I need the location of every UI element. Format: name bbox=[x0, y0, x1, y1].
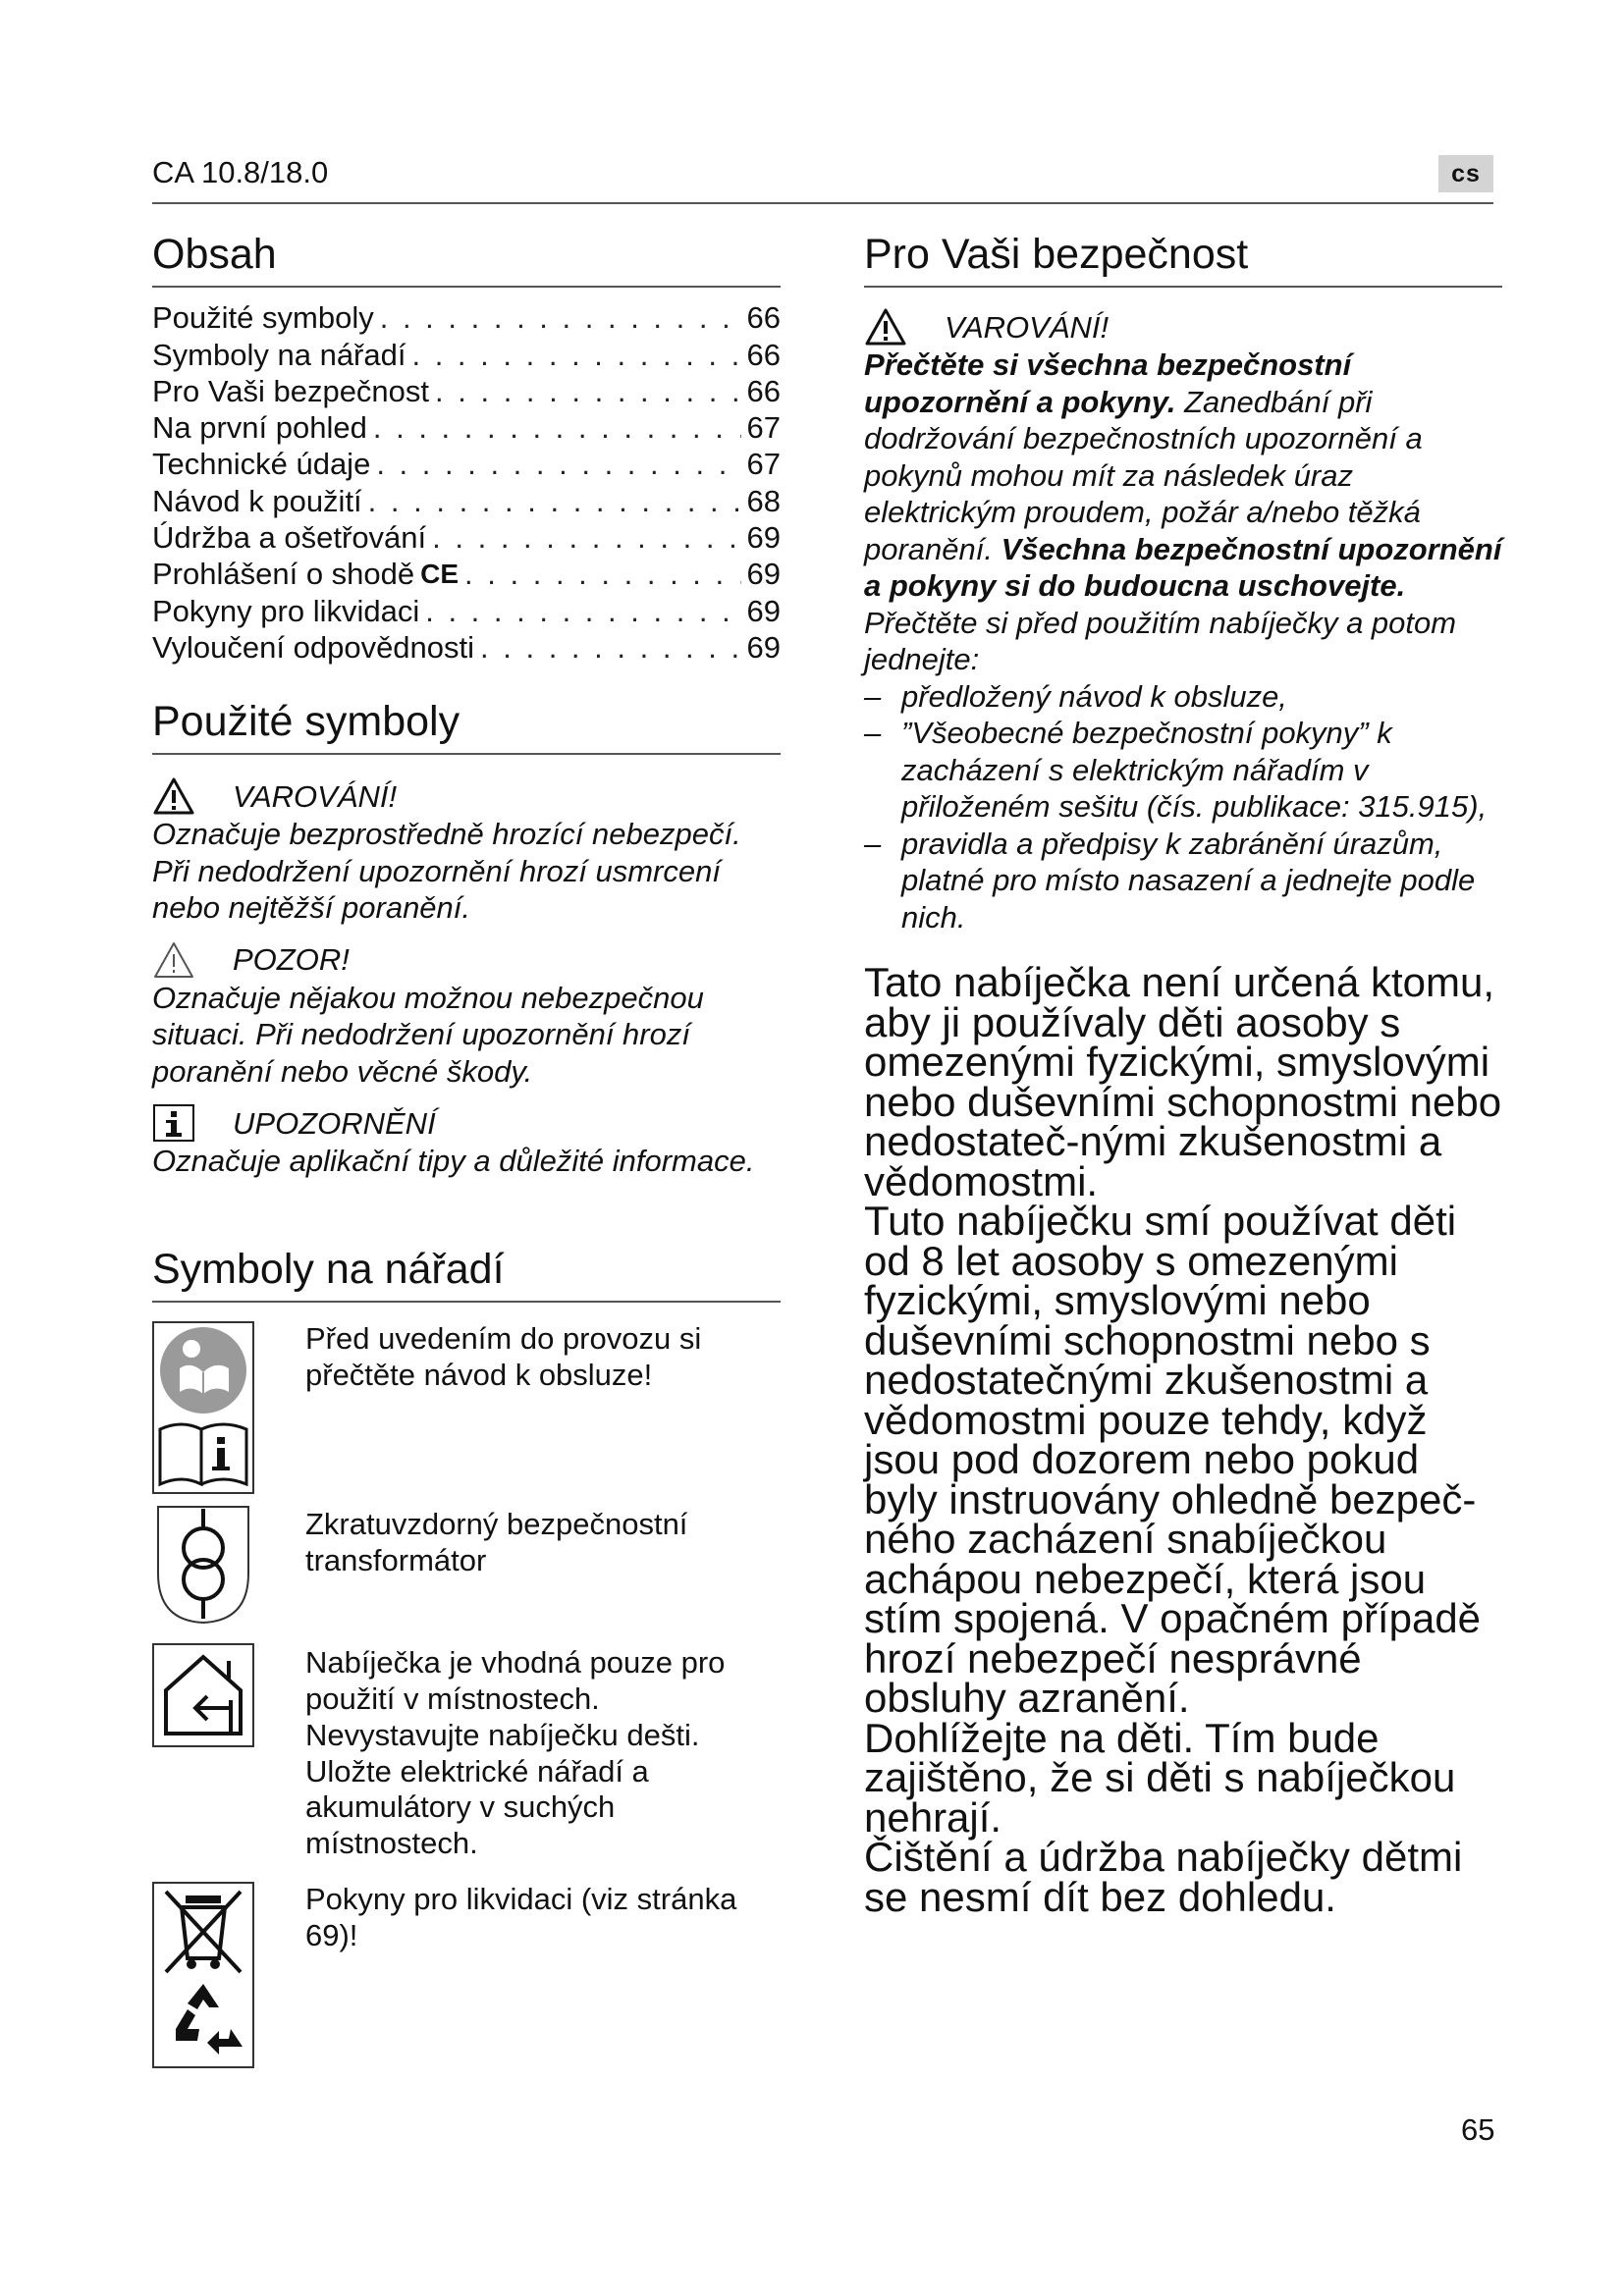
safety-warning-head bbox=[864, 307, 1502, 347]
toc-item[interactable]: Prohlášení o shodě CE . . . 69 bbox=[152, 556, 781, 592]
disposal-icon bbox=[152, 1882, 254, 2068]
note-head bbox=[152, 1103, 781, 1143]
note-label: UPOZORNĚNÍ bbox=[233, 1105, 436, 1141]
list-item: – ”Všeobecné bezpečnostní pokyny” k zacházení s elektrickým nářadím v přiloženém sešitu (čís. publikace: 315.915), bbox=[864, 715, 1502, 826]
safety-read-before: Přečtěte si před použitím nabíječky a potom jednejte: bbox=[864, 605, 1457, 677]
toc-item[interactable]: Použité symboly . . . 66 bbox=[152, 299, 781, 336]
warning-triangle-icon bbox=[152, 776, 195, 816]
warning-head bbox=[152, 776, 781, 816]
language-badge: cs bbox=[1438, 155, 1493, 192]
note-text: Označuje aplikační tipy a důležité informace. bbox=[152, 1144, 755, 1179]
toc-item[interactable]: Vyloučení odpovědnosti . . . 69 bbox=[152, 629, 781, 666]
symbol-text: Pokyny pro likvidaci (viz stránka 69)! bbox=[305, 1882, 737, 1952]
symbol-text: Nabíječka je vhodná pouze pro použití v místnostech. Nevystavujte nabíječku dešti. Uložte elektrické nářadí a akumulátory v suchých místnostech. bbox=[305, 1645, 726, 1861]
big-paragraph: Tuto nabíječku smí používat děti od 8 let aosoby s omezenými fyzickými, smyslovými nebo duševními schopnostmi nebo s nedostatečnými zkušenostmi a vědomostmi pouze tehdy, když jsou pod dozorem nebo pokud byly instruovány ohledně bezpeč-ného zacházení snabíječkou achápou nebezpečí, která jsou stím spojená. V opačném případě hrozí nebezpečí nesprávné obsluhy azranění. bbox=[864, 1198, 1482, 1722]
symbols-title: Použité symboly bbox=[152, 699, 781, 755]
safety-bold-keep: Všechna bezpečnostní upozornění a pokyny si do budoucna uschovejte. bbox=[864, 531, 1502, 604]
safety-intro bbox=[864, 347, 1502, 605]
warning-triangle-icon bbox=[864, 307, 907, 347]
caution-triangle-icon bbox=[152, 940, 195, 980]
toc-item[interactable]: Technické údaje . . . 67 bbox=[152, 446, 781, 482]
safety-section bbox=[864, 231, 1502, 1920]
big-paragraph: Dohlížejte na děti. Tím bude zajištěno, že si děti s nabíječkou nehrají. bbox=[864, 1714, 1456, 1841]
ce-mark: CE bbox=[420, 559, 460, 590]
warning-label: VAROVÁNÍ! bbox=[233, 778, 398, 814]
safety-title: Pro Vaši bezpečnost bbox=[864, 232, 1502, 288]
toc-item[interactable]: Pokyny pro likvidaci . . . 69 bbox=[152, 593, 781, 629]
toc-title: Obsah bbox=[152, 232, 781, 288]
toc-item[interactable]: Návod k použití . . . 68 bbox=[152, 483, 781, 519]
tool-symbols-section bbox=[152, 1247, 781, 2073]
big-paragraph: Čištění a údržba nabíječky dětmi se nesmí dít bez dohledu. bbox=[864, 1834, 1463, 1920]
header-rule bbox=[152, 202, 1493, 204]
list-item: – pravidla a předpisy k zabránění úrazům, platné pro místo nasazení a jednejte podle nich. bbox=[864, 826, 1502, 936]
tool-symbols-title: Symboly na nářadí bbox=[152, 1247, 781, 1303]
safety-warning-label: VAROVÁNÍ! bbox=[945, 309, 1110, 345]
caution-head bbox=[152, 940, 781, 980]
page-number: 65 bbox=[1461, 2112, 1495, 2147]
safety-text: Zanedbání při dodržování bezpečnostních upozornění a pokynů mohou mít za následek úraz elektrickým proudem, požár a/nebo těžká poranění. bbox=[864, 384, 1423, 566]
toc-item[interactable]: Na první pohled . . . 67 bbox=[152, 409, 781, 446]
info-icon bbox=[152, 1103, 195, 1143]
safety-big-text bbox=[864, 959, 1502, 1920]
toc-section bbox=[152, 232, 781, 666]
symbol-text: Zkratuvzdorný bezpečnostní transformátor bbox=[305, 1507, 688, 1578]
indoor-use-icon bbox=[152, 1643, 254, 1749]
list-item: – předložený návod k obsluze, bbox=[864, 678, 1502, 716]
symbol-row bbox=[152, 1643, 781, 1862]
warning-text: Označuje bezprostředně hrozící nebezpečí. Při nedodržení upozornění hrozí usmrcení nebo nejtěžší poranění. bbox=[152, 817, 741, 926]
symbol-row bbox=[152, 1503, 781, 1631]
safety-bold-intro: Přečtěte si všechna bezpečnostní upozornění a pokyny. bbox=[864, 347, 1352, 419]
symbol-text: Před uvedením do provozu si přečtěte návod k obsluze! bbox=[305, 1321, 702, 1393]
safety-list bbox=[864, 678, 1502, 936]
safety-transformer-icon bbox=[152, 1503, 254, 1627]
symbol-row bbox=[152, 1882, 781, 2073]
caution-label: POZOR! bbox=[233, 942, 350, 978]
toc-list bbox=[152, 299, 781, 666]
symbol-row bbox=[152, 1321, 781, 1499]
big-paragraph: Tato nabíječka není určená ktomu, aby ji používaly děti aosoby s omezenými fyzickými, smyslovými nebo duševními schopnostmi nebo nedostateč-nými zkušenostmi a vědomostmi. bbox=[864, 959, 1502, 1204]
toc-item[interactable]: Údržba a ošetřování . . . 69 bbox=[152, 519, 781, 556]
document-model: CA 10.8/18.0 bbox=[152, 155, 329, 189]
read-manual-icon bbox=[152, 1321, 254, 1494]
symbols-section bbox=[152, 699, 781, 1180]
toc-item[interactable]: Pro Vaši bezpečnost . . . 66 bbox=[152, 373, 781, 409]
caution-text: Označuje nějakou možnou nebezpečnou situaci. Při nedodržení upozornění hrozí poranění nebo věcné škody. bbox=[152, 980, 704, 1089]
toc-item[interactable]: Symboly na nářadí . . . 66 bbox=[152, 337, 781, 373]
